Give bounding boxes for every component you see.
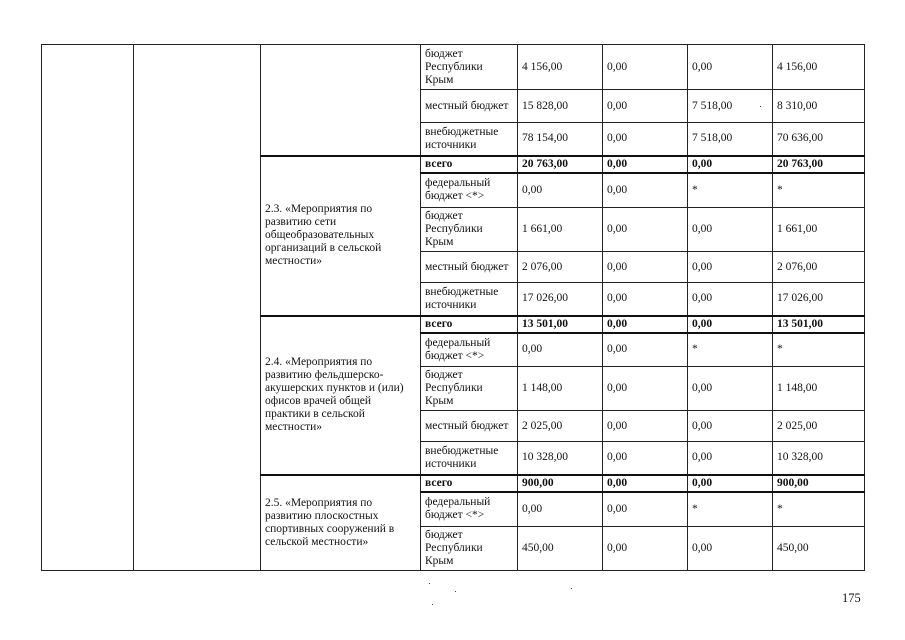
page-number: 175 bbox=[842, 591, 861, 605]
item-title: 2.5. «Мероприятия по развитию плоскостных спортивных сооружений в сельской местности» bbox=[261, 475, 421, 571]
scan-speck bbox=[429, 583, 430, 584]
value-cell: * bbox=[688, 333, 773, 367]
value-cell: 2 025,00 bbox=[518, 411, 603, 442]
value-cell: 70 636,00 bbox=[773, 123, 865, 156]
value-cell: 0,00 bbox=[603, 411, 688, 442]
value-cell: 0,00 bbox=[518, 333, 603, 367]
value-cell: 0,00 bbox=[603, 333, 688, 367]
value-cell: 0,00 bbox=[688, 283, 773, 316]
value-cell: 900,00 bbox=[518, 475, 603, 492]
funding-source: всего bbox=[421, 316, 518, 333]
value-cell: 20 763,00 bbox=[518, 156, 603, 173]
value-cell: 900,00 bbox=[773, 475, 865, 492]
table-row bbox=[42, 45, 865, 90]
value-cell: 0,00 bbox=[603, 283, 688, 316]
value-cell: 0,00 bbox=[603, 527, 688, 571]
funding-source: местный бюджет bbox=[421, 411, 518, 442]
value-cell: 0,00 bbox=[688, 527, 773, 571]
empty-column-cell bbox=[42, 45, 134, 571]
value-cell: 4 156,00 bbox=[518, 45, 603, 90]
scan-speck bbox=[571, 588, 572, 589]
value-cell: * bbox=[773, 492, 865, 527]
value-cell: 15 828,00 bbox=[518, 90, 603, 123]
value-cell: 10 328,00 bbox=[518, 442, 603, 475]
value-cell: * bbox=[688, 173, 773, 208]
value-cell: 1 661,00 bbox=[518, 208, 603, 252]
item-title: 2.3. «Мероприятия по развитию сети общеобразовательных организаций в сельской местности» bbox=[261, 156, 421, 316]
value-cell: 20 763,00 bbox=[773, 156, 865, 173]
value-cell: 0,00 bbox=[603, 156, 688, 173]
funding-source: бюджет Республики Крым bbox=[421, 208, 518, 252]
value-cell: 0,00 bbox=[688, 156, 773, 173]
funding-source: местный бюджет bbox=[421, 90, 518, 123]
value-cell: 1 148,00 bbox=[518, 367, 603, 411]
value-cell: 10 328,00 bbox=[773, 442, 865, 475]
value-cell: 1 148,00 bbox=[773, 367, 865, 411]
value-cell: 0,00 bbox=[688, 442, 773, 475]
value-cell: 0,00 bbox=[688, 208, 773, 252]
value-cell: 2 025,00 bbox=[773, 411, 865, 442]
value-cell: 8 310,00 bbox=[773, 90, 865, 123]
value-cell: 0,00 bbox=[603, 442, 688, 475]
value-cell: 0,00 bbox=[603, 90, 688, 123]
value-cell: 0,00 bbox=[603, 45, 688, 90]
value-cell: 0,00 bbox=[688, 475, 773, 492]
value-cell: 7 518,00 bbox=[688, 90, 773, 123]
budget-table bbox=[41, 44, 865, 571]
funding-source: всего bbox=[421, 475, 518, 492]
value-cell: 78 154,00 bbox=[518, 123, 603, 156]
value-cell: 0,00 bbox=[603, 316, 688, 333]
funding-source: бюджет Республики Крым bbox=[421, 367, 518, 411]
value-cell: 17 026,00 bbox=[518, 283, 603, 316]
value-cell: 0,00 bbox=[518, 173, 603, 208]
value-cell: 0,00 bbox=[688, 411, 773, 442]
funding-source: бюджет Республики Крым bbox=[421, 527, 518, 571]
value-cell: 450,00 bbox=[518, 527, 603, 571]
value-cell: 0,00 bbox=[603, 252, 688, 283]
scan-speck bbox=[455, 591, 456, 592]
value-cell: 2 076,00 bbox=[518, 252, 603, 283]
value-cell: * bbox=[773, 333, 865, 367]
value-cell: 1 661,00 bbox=[773, 208, 865, 252]
empty-column-cell bbox=[134, 45, 261, 571]
value-cell: 0,00 bbox=[603, 367, 688, 411]
value-cell: 0,00 bbox=[518, 492, 603, 527]
value-cell: 0,00 bbox=[603, 123, 688, 156]
value-cell: 0,00 bbox=[688, 367, 773, 411]
value-cell: 4 156,00 bbox=[773, 45, 865, 90]
funding-source: внебюджетные источники bbox=[421, 283, 518, 316]
value-cell: 0,00 bbox=[603, 173, 688, 208]
value-cell: 2 076,00 bbox=[773, 252, 865, 283]
value-cell: * bbox=[688, 492, 773, 527]
value-cell: 0,00 bbox=[603, 492, 688, 527]
scan-speck bbox=[760, 106, 761, 107]
funding-source: федеральный бюджет <*> bbox=[421, 492, 518, 527]
value-cell: 13 501,00 bbox=[518, 316, 603, 333]
scan-speck bbox=[432, 604, 433, 605]
funding-source: всего bbox=[421, 156, 518, 173]
funding-source: внебюджетные источники bbox=[421, 442, 518, 475]
funding-source: федеральный бюджет <*> bbox=[421, 173, 518, 208]
funding-source: местный бюджет bbox=[421, 252, 518, 283]
value-cell: 13 501,00 bbox=[773, 316, 865, 333]
funding-source: федеральный бюджет <*> bbox=[421, 333, 518, 367]
value-cell: 0,00 bbox=[688, 316, 773, 333]
item-title: 2.4. «Мероприятия по развитию фельдшерско-акушерских пунктов и (или) офисов врачей общей практики в сельской местности» bbox=[261, 316, 421, 475]
value-cell: 17 026,00 bbox=[773, 283, 865, 316]
value-cell: 0,00 bbox=[688, 45, 773, 90]
funding-source: бюджет Республики Крым bbox=[421, 45, 518, 90]
value-cell: 0,00 bbox=[603, 208, 688, 252]
value-cell: 7 518,00 bbox=[688, 123, 773, 156]
value-cell: 0,00 bbox=[603, 475, 688, 492]
funding-source: внебюджетные источники bbox=[421, 123, 518, 156]
item-cell-continued bbox=[261, 45, 421, 156]
value-cell: 450,00 bbox=[773, 527, 865, 571]
value-cell: 0,00 bbox=[688, 252, 773, 283]
value-cell: * bbox=[773, 173, 865, 208]
